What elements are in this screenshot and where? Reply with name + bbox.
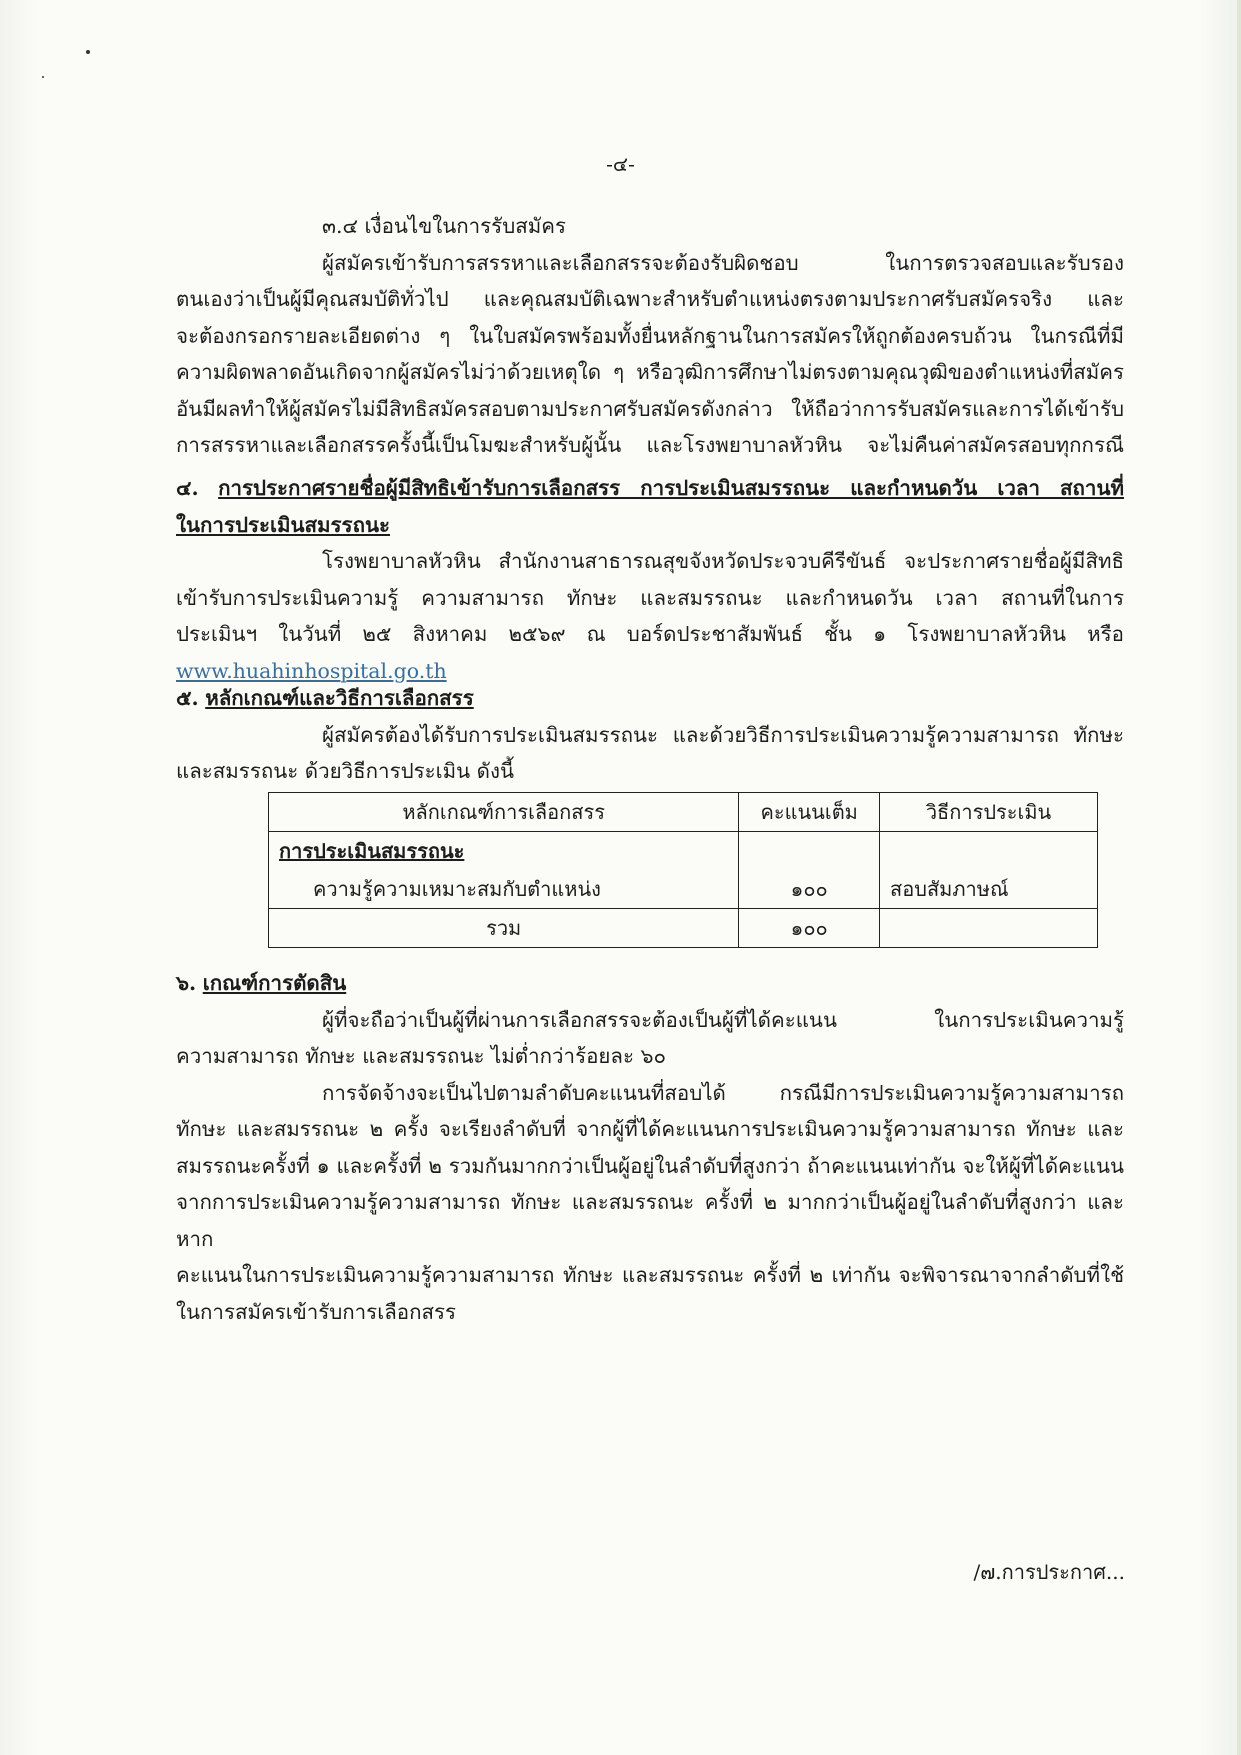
paragraph-line: ผู้สมัครต้องได้รับการประเมินสมรรถนะ และด้วยวิธีการประเมินความรู้ความสามารถ ทักษะ <box>322 722 1124 747</box>
table-total-score: ๑๐๐ <box>739 909 880 948</box>
table-cell-method: สอบสัมภาษณ์ <box>880 870 1098 909</box>
paragraph-line: ความผิดพลาดอันเกิดจากผู้สมัครไม่ว่าด้วยเหตุใด ๆ หรือวุฒิการศึกษาไม่ตรงตามคุณวุฒิของตำแหน่งที่สมัคร <box>176 360 1124 384</box>
page-continuation: /๗.การประกาศ... <box>973 1560 1125 1584</box>
section-number: ๖. <box>176 971 197 995</box>
paragraph-line: จะต้องกรอกรายละเอียดต่าง ๆ ในใบสมัครพร้อมทั้งยื่นหลักฐานในการสมัครให้ถูกต้องครบถ้วน ในกรณีที่มี <box>176 323 1124 348</box>
paragraph-line: ผู้สมัครเข้ารับการสรรหาและเลือกสรรจะต้องรับผิดชอบ ในการตรวจสอบและรับรอง <box>322 250 1124 275</box>
scan-edge <box>1237 0 1241 1755</box>
table-total-label: รวม <box>269 909 739 948</box>
scan-speck <box>86 50 90 54</box>
scan-speck <box>42 76 44 78</box>
table-row <box>269 832 1098 871</box>
paragraph-line: ความสามารถ ทักษะ และสมรรถนะ ไม่ต่ำกว่าร้อยละ ๖๐ <box>176 1044 667 1068</box>
paragraph-line: อันมีผลทำให้ผู้สมัครไม่มีสิทธิสมัครสอบตามประกาศรับสมัครดังกล่าว ให้ถือว่าการรับสมัครและการได้เข้ารับ <box>176 396 1124 421</box>
paragraph-line: และสมรรถนะ ด้วยวิธีการประเมิน ดังนี้ <box>176 759 514 783</box>
table-section-label: การประเมินสมรรถนะ <box>269 832 739 871</box>
table-cell-score: ๑๐๐ <box>739 870 880 909</box>
section-number: ๔. <box>176 476 199 500</box>
table-total-row <box>269 909 1098 948</box>
table-cell-criterion: ความรู้ความเหมาะสมกับตำแหน่ง <box>269 870 739 909</box>
table-header: หลักเกณฑ์การเลือกสรร <box>269 793 739 832</box>
paragraph-line: ตนเองว่าเป็นผู้มีคุณสมบัติทั่วไป และคุณสมบัติเฉพาะสำหรับตำแหน่งตรงตามประกาศรับสมัครจริง และ <box>176 287 1124 311</box>
table-row <box>269 870 1098 909</box>
paragraph-line: ประเมินฯ ในวันที่ ๒๕ สิงหาคม ๒๕๖๙ ณ บอร์ดประชาสัมพันธ์ ชั้น ๑ โรงพยาบาลหัวหิน หรือ <box>176 622 1124 646</box>
section-4 <box>176 470 1124 689</box>
table-header: คะแนนเต็ม <box>739 793 880 832</box>
paragraph-line: การจัดจ้างจะเป็นไปตามลำดับคะแนนที่สอบได้ กรณีมีการประเมินความรู้ความสามารถ <box>322 1080 1124 1105</box>
section-3-4-heading: ๓.๔ เงื่อนไขในการรับสมัคร <box>322 214 566 238</box>
section-title: หลักเกณฑ์และวิธีการเลือกสรร <box>205 686 474 710</box>
paragraph-line: โรงพยาบาลหัวหิน สำนักงานสาธารณสุขจังหวัดประจวบคีรีขันธ์ จะประกาศรายชื่อผู้มีสิทธิ <box>322 549 1124 573</box>
paragraph-line: การสรรหาและเลือกสรรครั้งนี้เป็นโมฆะสำหรับผู้นั้น และโรงพยาบาลหัวหิน จะไม่คืนค่าสมัครสอบทุกกรณี <box>176 433 1124 457</box>
hospital-website-link[interactable]: www.huahinhospital.go.th <box>176 658 447 683</box>
table-header-row <box>269 793 1098 832</box>
section-number: ๕. <box>176 686 199 710</box>
section-title: การประกาศรายชื่อผู้มีสิทธิเข้ารับการเลือกสรร การประเมินสมรรถนะ และกำหนดวัน เวลา สถานที่ <box>218 476 1124 500</box>
section-title-cont: ในการประเมินสมรรถนะ <box>176 512 391 537</box>
section-4-heading <box>176 470 1124 507</box>
paragraph-line: เข้ารับการประเมินความรู้ ความสามารถ ทักษะ และสมรรถนะ และกำหนดวัน เวลา สถานที่ในการ <box>176 585 1124 610</box>
paragraph-line: ทักษะ และสมรรถนะ ๒ ครั้ง จะเรียงลำดับที่ จากผู้ที่ได้คะแนนการประเมินความรู้ความสามารถ ทักษะ และ <box>176 1117 1124 1141</box>
paragraph-line: ในการสมัครเข้ารับการเลือกสรร <box>176 1299 457 1324</box>
page-number: -๔- <box>606 152 635 176</box>
section-5 <box>176 680 1124 790</box>
table-header: วิธีการประเมิน <box>880 793 1098 832</box>
paragraph-line: คะแนนในการประเมินความรู้ความสามารถ ทักษะ และสมรรถนะ ครั้งที่ ๒ เท่ากัน จะพิจารณาจากลำดับที่ใช้ <box>176 1263 1124 1287</box>
paragraph-line: สมรรถนะครั้งที่ ๑ และครั้งที่ ๒ รวมกันมากกว่าเป็นผู้อยู่ในลำดับที่สูงกว่า ถ้าคะแนนเท่ากัน จะให้ผู้ที่ได้คะแนน <box>176 1153 1124 1178</box>
paragraph-line: จากการประเมินความรู้ความสามารถ ทักษะ และสมรรถนะ ครั้งที่ ๒ มากกว่าเป็นผู้อยู่ในลำดับที่สูงกว่า และหาก <box>176 1190 1124 1251</box>
section-3-4 <box>176 208 1124 464</box>
section-title: เกณฑ์การตัดสิน <box>202 971 347 995</box>
section-6 <box>176 965 1124 1330</box>
criteria-table <box>268 792 1098 948</box>
paragraph-line: ผู้ที่จะถือว่าเป็นผู้ที่ผ่านการเลือกสรรจะต้องเป็นผู้ที่ได้คะแนน ในการประเมินความรู้ <box>322 1007 1124 1032</box>
